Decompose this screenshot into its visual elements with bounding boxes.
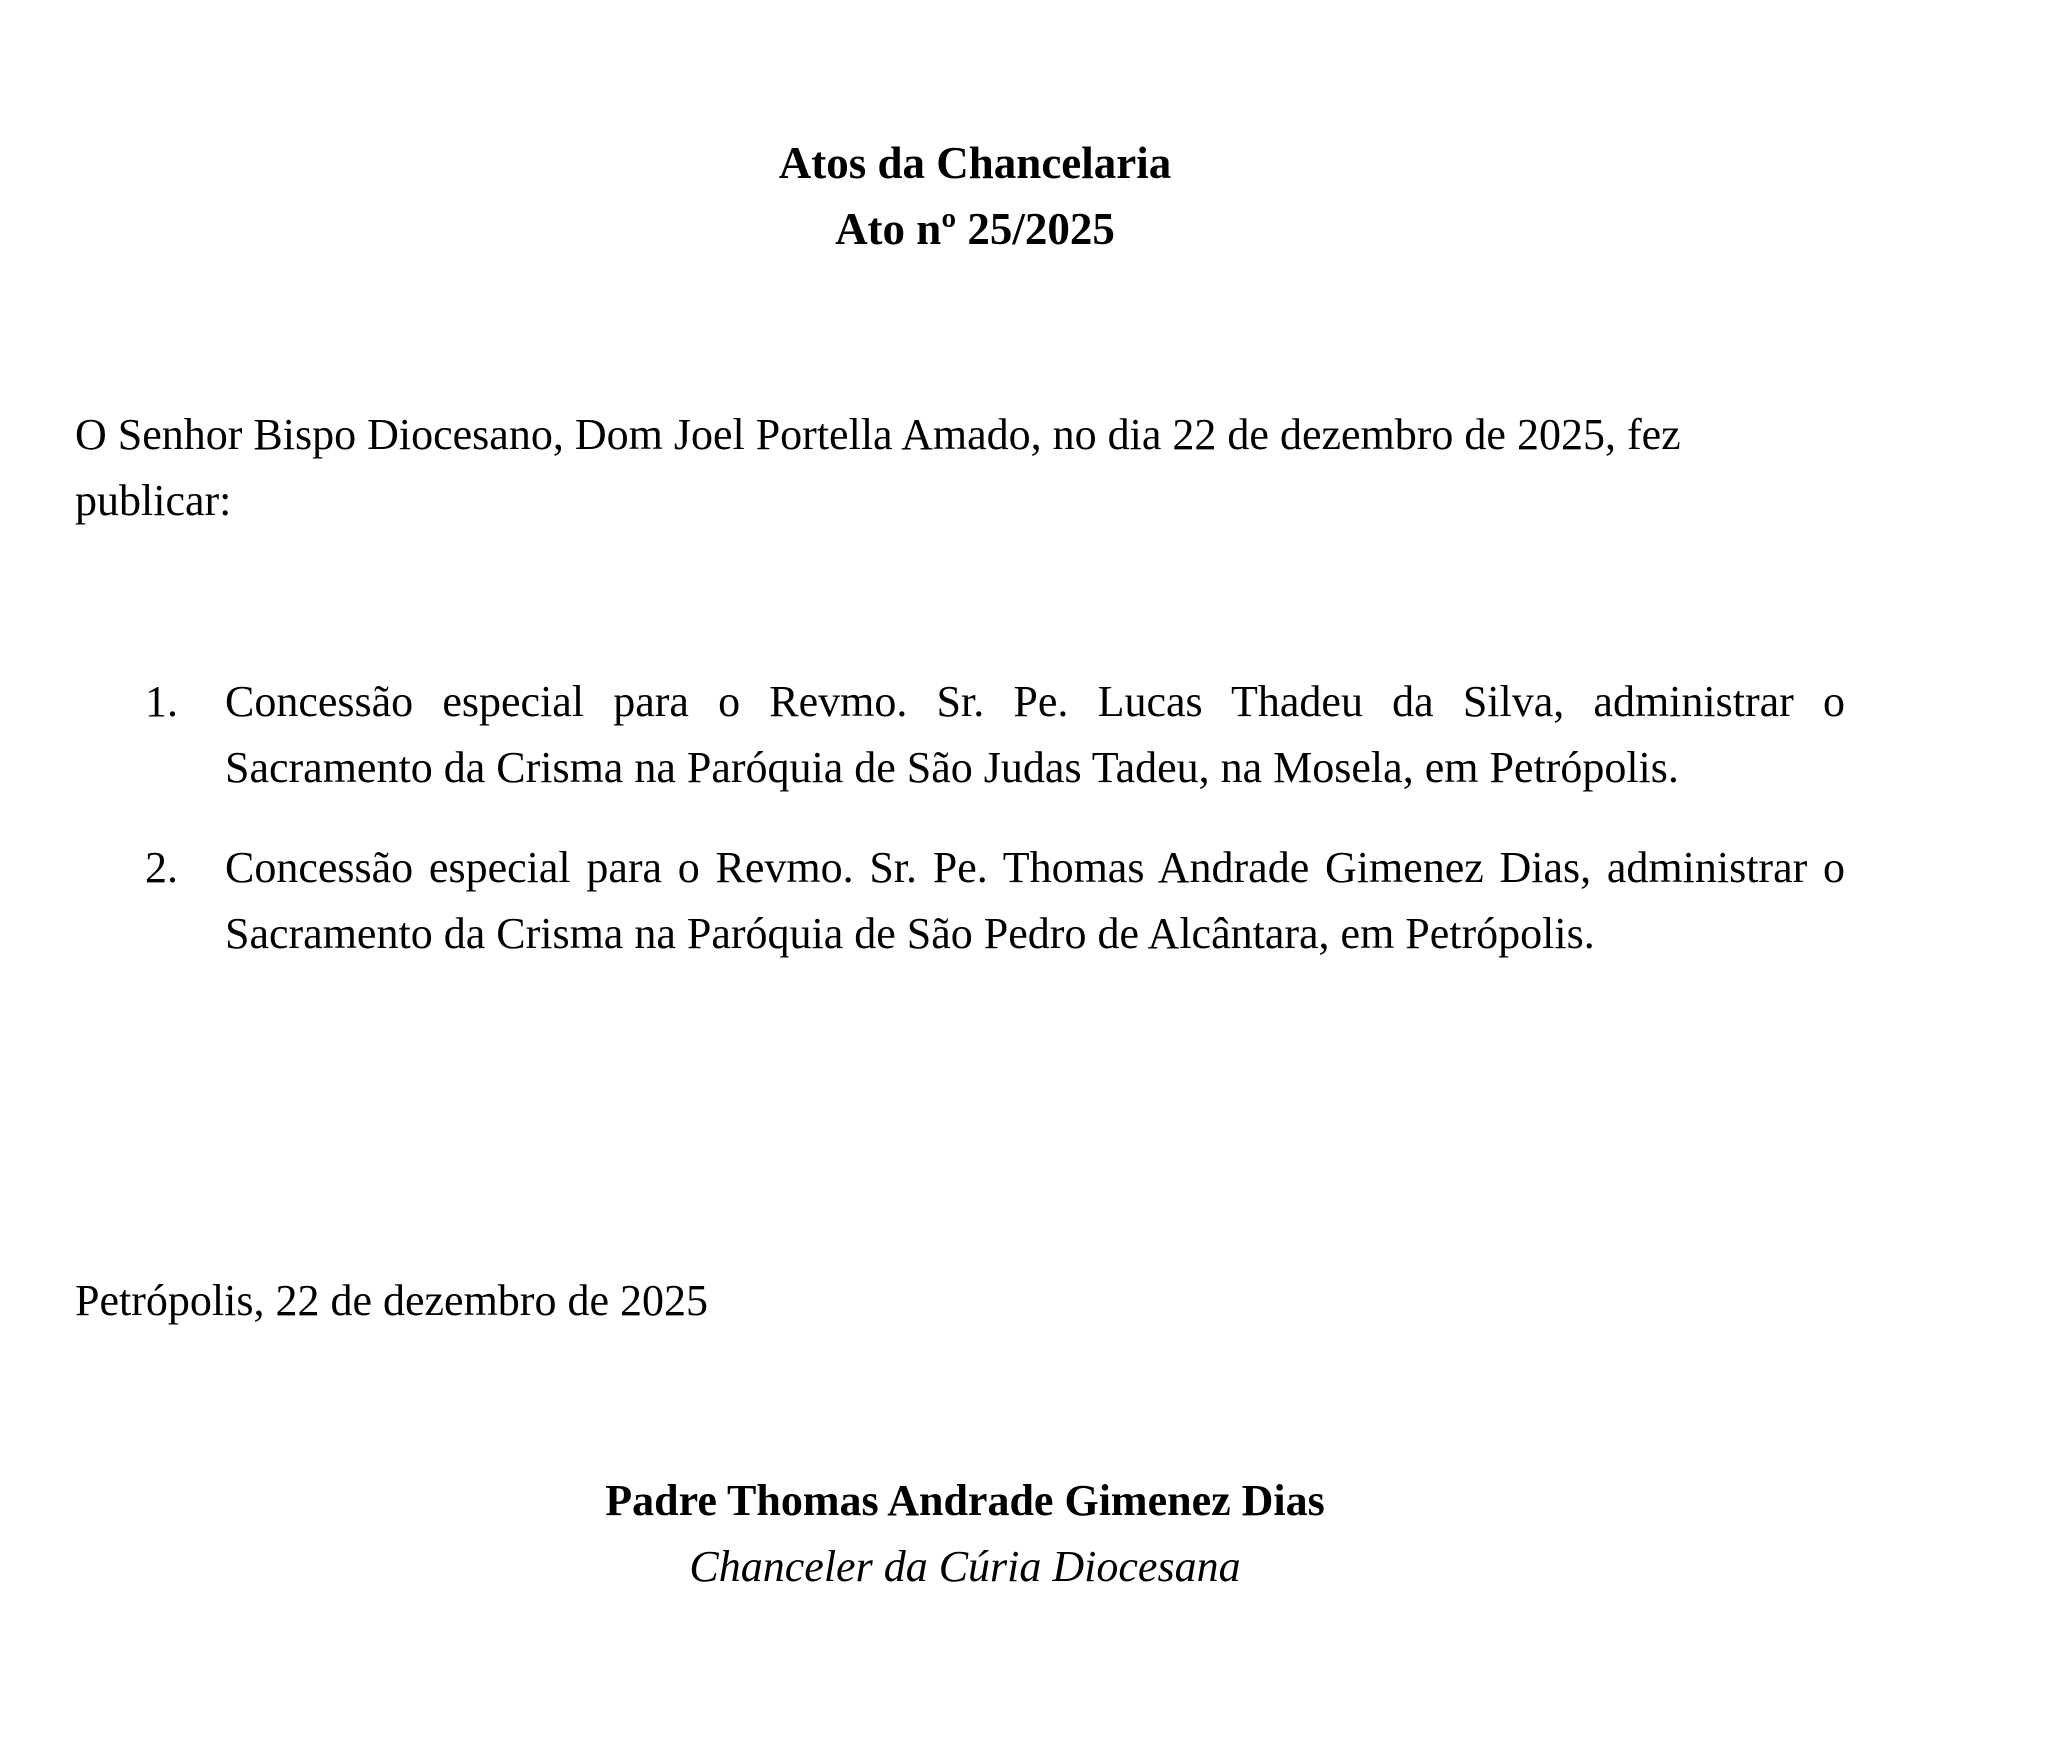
signer-title: Chanceler da Cúria Diocesana — [689, 1542, 1241, 1591]
acts-list — [0, 669, 2060, 1001]
list-item-text: Concessão especial para o Revmo. Sr. Pe. Thomas Andrade Gimenez Dias, administrar o Sacramento da Crisma na Paróquia de São Pedro de Alcântara, em Petrópolis. — [225, 843, 1845, 958]
signature-block — [0, 1468, 1930, 1600]
act-number: Ato nº 25/2025 — [835, 204, 1115, 254]
signer-name: Padre Thomas Andrade Gimenez Dias — [605, 1476, 1325, 1525]
place-date: Petrópolis, 22 de dezembro de 2025 — [75, 1276, 708, 1325]
list-item-number: 2. — [145, 843, 178, 892]
list-item — [0, 835, 1845, 967]
list-item — [0, 669, 1845, 801]
list-item-text: Concessão especial para o Revmo. Sr. Pe. Lucas Thadeu da Silva, administrar o Sacramento da Crisma na Paróquia de São Judas Tadeu, na Mosela, em Petrópolis. — [225, 677, 1845, 792]
document-title: Atos da Chancelaria — [778, 138, 1172, 188]
list-item-number: 1. — [145, 677, 178, 726]
intro-paragraph: O Senhor Bispo Diocesano, Dom Joel Portella Amado, no dia 22 de dezembro de 2025, fez publicar: — [75, 410, 1681, 525]
document-header — [0, 130, 1950, 262]
